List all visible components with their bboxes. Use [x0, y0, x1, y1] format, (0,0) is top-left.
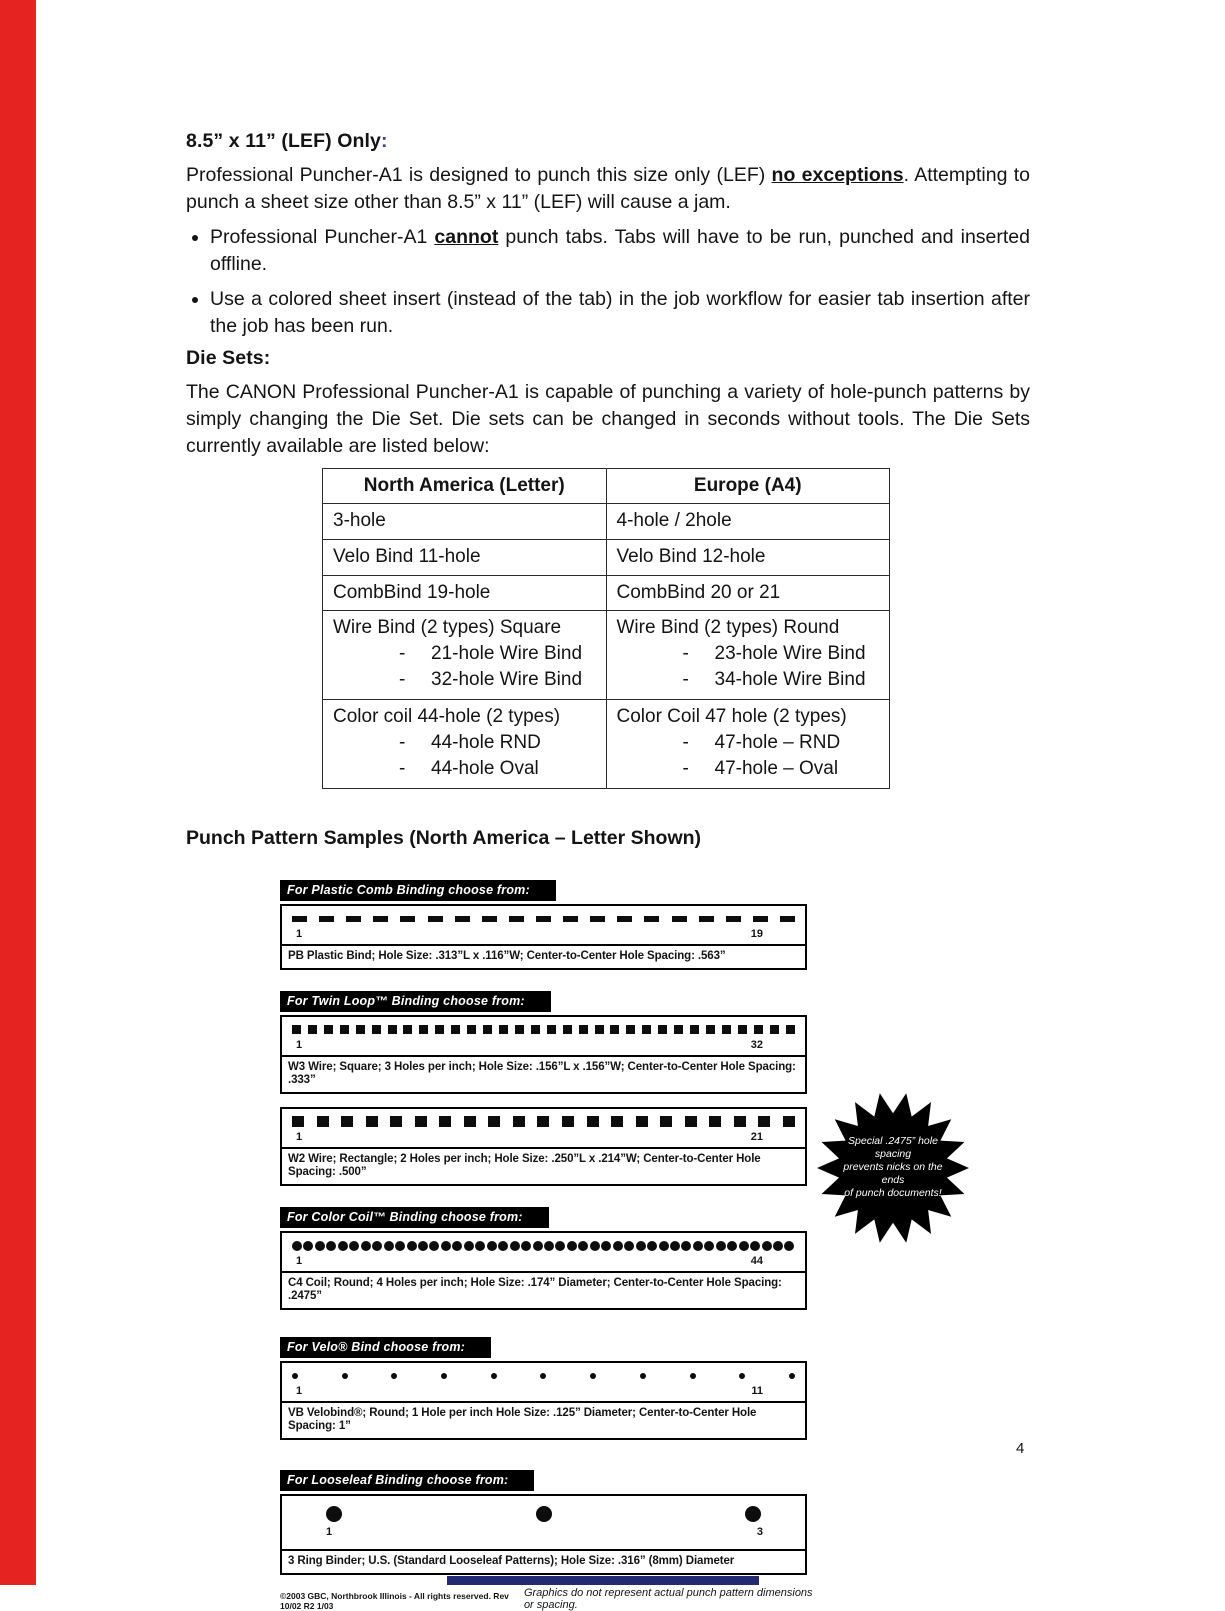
sample-label: For Velo® Bind choose from: — [280, 1337, 491, 1358]
start-number: 1 — [326, 1525, 333, 1538]
sample-looseleaf — [280, 1470, 840, 1575]
cell-sub-item: - 47-hole – Oval — [617, 756, 880, 783]
end-number: 3 — [756, 1525, 763, 1538]
table-row — [323, 611, 890, 700]
paragraph-text: Professional Puncher-A1 is designed to punch this size only (LEF) — [186, 164, 772, 186]
die-cell — [606, 504, 890, 540]
start-number: 1 — [296, 1384, 303, 1397]
sample-caption: VB Velobind®; Round; 1 Hole per inch Hole Size: .125” Diameter; Center-to-Center Hole Spacing: 1” — [282, 1401, 805, 1438]
table-header-row — [323, 469, 890, 504]
die-sets-table — [322, 468, 890, 789]
section-heading-punch-samples: Punch Pattern Samples (North America – Letter Shown) — [186, 826, 702, 849]
cell-text: 3-hole — [333, 510, 386, 532]
sample-label: For Looseleaf Binding choose from: — [280, 1470, 534, 1491]
end-number: 44 — [750, 1254, 763, 1267]
cell-text: Color coil 44-hole (2 types) — [333, 706, 561, 728]
cell-text: CombBind 20 or 21 — [616, 581, 781, 603]
start-number: 1 — [296, 1130, 303, 1143]
punch-marks — [282, 1109, 805, 1131]
cell-sub-item: - 44-hole RND — [333, 730, 596, 757]
sample-plastic-comb — [280, 880, 840, 970]
die-cell — [323, 504, 607, 540]
cell-sub-item: - 21-hole Wire Bind — [333, 641, 596, 668]
punch-strip — [280, 1494, 807, 1575]
cell-sub-item: - 34-hole Wire Bind — [617, 667, 880, 694]
sample-twin-loop-w2 — [280, 1107, 840, 1186]
lef-bullet-list — [186, 224, 1030, 339]
bottom-accent-bar — [447, 1576, 759, 1585]
punch-strip — [280, 1361, 807, 1440]
punch-strip — [280, 1015, 807, 1094]
table-row — [323, 504, 890, 540]
heading-text: 8.5” x 11” (LEF) Only — [186, 130, 381, 152]
cell-text: CombBind 19-hole — [333, 581, 491, 603]
samples-footer — [280, 1587, 820, 1611]
sample-caption: W2 Wire; Rectangle; 2 Holes per inch; Hole Size: .250”L x .214”W; Center-to-Center Hole Spacing: .500” — [282, 1147, 805, 1184]
document-content — [186, 130, 1030, 1611]
sample-twin-loop-w3 — [280, 991, 840, 1094]
die-cell — [323, 539, 607, 575]
punch-marks — [282, 1017, 805, 1039]
sample-caption: W3 Wire; Square; 3 Holes per inch; Hole Size: .156”L x .156”W; Center-to-Center Hole Spacing: .333” — [282, 1055, 805, 1092]
cell-text: Wire Bind (2 types) Round — [616, 617, 840, 639]
punch-strip — [280, 1231, 807, 1310]
cell-text: Velo Bind 12-hole — [616, 545, 766, 567]
punch-strip — [280, 1107, 807, 1186]
paragraph-text: . Attempting to punch a sheet size other than 8.5” x 11” (LEF) will cause a jam. — [186, 164, 1030, 213]
sample-caption: 3 Ring Binder; U.S. (Standard Looseleaf Patterns); Hole Size: .316” (8mm) Diameter — [282, 1549, 805, 1573]
bullet-text: Professional Puncher-A1 — [210, 226, 435, 249]
punch-marks — [282, 1363, 805, 1385]
punch-numbers — [282, 1255, 805, 1271]
punch-numbers — [282, 1526, 805, 1549]
start-number: 1 — [296, 1254, 303, 1267]
punch-marks — [282, 1496, 805, 1526]
table-row — [323, 539, 890, 575]
die-cell — [323, 611, 607, 700]
disclaimer-text: Graphics do not represent actual punch pattern dimensions or spacing. — [523, 1586, 813, 1611]
die-cell — [606, 611, 890, 700]
die-cell — [323, 575, 607, 611]
punch-marks — [282, 1233, 805, 1255]
table-row — [323, 700, 890, 789]
bullet-text: Use a colored sheet insert (instead of the tab) in the job workflow for easier tab insertion after the job has been run. — [210, 287, 1030, 337]
emphasis-no-exceptions: no exceptions — [771, 164, 904, 186]
bullet-item-insert — [210, 286, 1030, 339]
copyright-text: ©2003 GBC, Northbrook Illinois - All rights reserved. Rev 10/02 R2 1/03 — [280, 1590, 509, 1611]
cell-sub-item: - 44-hole Oval — [333, 756, 596, 783]
page-number: 4 — [1016, 1440, 1025, 1457]
punch-numbers — [282, 1385, 805, 1401]
end-number: 11 — [751, 1384, 763, 1397]
die-cell — [606, 700, 890, 789]
col-header-north-america: North America (Letter) — [323, 469, 607, 504]
section-heading-die-sets: Die Sets: — [186, 347, 271, 370]
starburst-text — [817, 1092, 969, 1244]
die-sets-paragraph: The CANON Professional Puncher-A1 is capable of punching a variety of hole-punch patterns by simply changing the Die Set. Die sets can be changed in seconds without tools. The Die Sets currently available are listed below: — [186, 381, 1030, 457]
section-heading-lef — [186, 130, 1030, 153]
punch-numbers — [282, 928, 805, 944]
starburst-badge — [817, 1092, 969, 1244]
cell-text: Color Coil 47 hole (2 types) — [616, 706, 847, 728]
punch-numbers — [282, 1039, 805, 1055]
lef-paragraph — [186, 162, 1030, 215]
start-number: 1 — [296, 1038, 303, 1051]
starburst-line: Special .2475” hole spacing — [848, 1135, 938, 1161]
emphasis-cannot: cannot — [434, 226, 499, 249]
sample-label: For Twin Loop™ Binding choose from: — [280, 991, 551, 1012]
cell-text: Velo Bind 11-hole — [333, 545, 481, 567]
table-row — [323, 575, 890, 611]
sample-label: For Plastic Comb Binding choose from: — [280, 880, 556, 901]
sample-caption: C4 Coil; Round; 4 Holes per inch; Hole Size: .174” Diameter; Center-to-Center Hole Spacing: .2475” — [282, 1271, 805, 1308]
bullet-item-tabs — [210, 224, 1030, 277]
cell-text: Wire Bind (2 types) Square — [333, 617, 562, 639]
start-number: 1 — [296, 927, 303, 940]
cell-text: 4-hole / 2hole — [616, 510, 732, 532]
end-number: 32 — [750, 1038, 763, 1051]
cell-sub-item: - 23-hole Wire Bind — [617, 641, 880, 668]
die-cell — [323, 700, 607, 789]
sample-caption: PB Plastic Bind; Hole Size: .313”L x .116”W; Center-to-Center Hole Spacing: .563” — [282, 944, 805, 968]
sample-velo-bind — [280, 1337, 840, 1440]
bullet-text: punch tabs. Tabs will have to be run, punched and inserted offline. — [210, 226, 1030, 276]
die-cell — [606, 539, 890, 575]
starburst-line: of punch documents! — [844, 1187, 942, 1200]
left-margin-stripe — [0, 0, 36, 1585]
end-number: 19 — [750, 927, 763, 940]
col-header-europe: Europe (A4) — [606, 469, 890, 504]
punch-strip — [280, 904, 807, 970]
punch-samples-area — [280, 880, 943, 1611]
die-cell — [606, 575, 890, 611]
sample-color-coil — [280, 1207, 840, 1310]
punch-numbers — [282, 1131, 805, 1147]
heading-colon: : — [381, 130, 388, 152]
end-number: 21 — [750, 1130, 763, 1143]
punch-marks — [282, 906, 805, 928]
cell-sub-item: - 32-hole Wire Bind — [333, 667, 596, 694]
cell-sub-item: - 47-hole – RND — [617, 730, 880, 757]
starburst-line: prevents nicks on the ends — [843, 1161, 943, 1187]
sample-label: For Color Coil™ Binding choose from: — [280, 1207, 549, 1228]
